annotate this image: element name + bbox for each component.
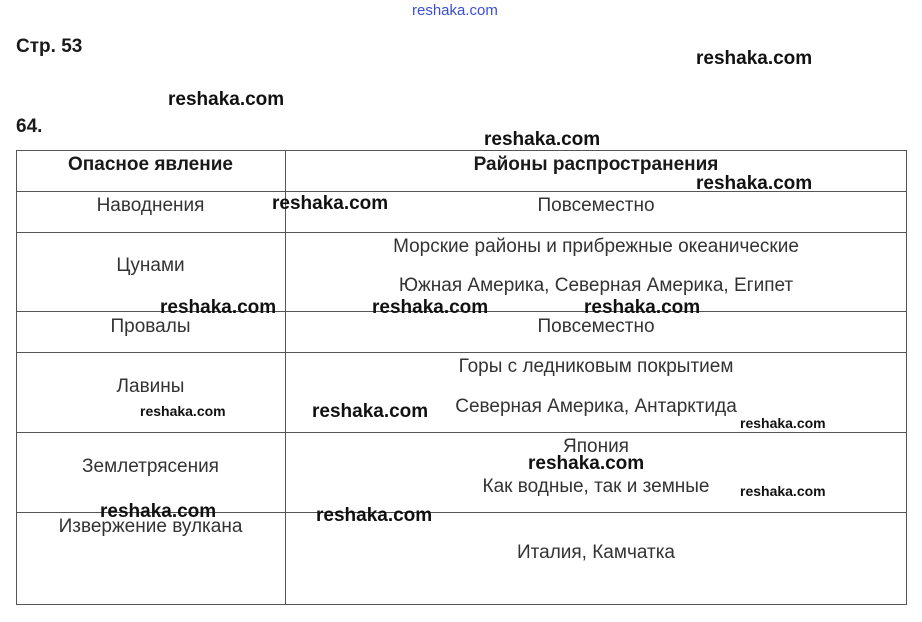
table-border-bottom	[16, 604, 906, 605]
watermark: reshaka.com	[584, 297, 701, 318]
table-row-divider	[16, 432, 906, 433]
table-cell-regions: Повсеместно	[537, 195, 655, 216]
table-cell-regions: Южная Америка, Северная Америка, Египет	[398, 275, 794, 296]
column-header-phenomenon: Опасное явление	[68, 154, 233, 175]
watermark: reshaka.com	[740, 483, 826, 499]
watermark: reshaka.com	[100, 501, 217, 522]
table-cell-regions: Япония	[563, 436, 629, 457]
watermark: reshaka.com	[140, 403, 226, 419]
table-row-divider	[16, 232, 906, 233]
column-header-regions: Районы распространения	[473, 154, 719, 175]
table-cell-phenomenon: Извержение вулкана	[58, 516, 243, 537]
table-cell-regions: Повсеместно	[537, 316, 655, 337]
watermark: reshaka.com	[272, 193, 389, 214]
table-border-right	[906, 150, 907, 605]
watermark: reshaka.com	[312, 401, 429, 422]
site-header-link[interactable]: reshaka.com	[412, 2, 498, 19]
table-cell-phenomenon: Землетрясения	[82, 456, 219, 477]
watermark: reshaka.com	[740, 415, 826, 431]
page-label: Стр. 53	[16, 36, 83, 57]
table-cell-phenomenon: Лавины	[116, 376, 185, 397]
watermark: reshaka.com	[696, 48, 813, 69]
watermark: reshaka.com	[316, 505, 433, 526]
table-cell-regions: Морские районы и прибрежные океанические	[393, 236, 799, 257]
table-border-top	[16, 150, 906, 151]
table-cell-regions: Италия, Камчатка	[516, 542, 675, 563]
task-number: 64.	[16, 116, 43, 137]
watermark: reshaka.com	[168, 89, 285, 110]
watermark: reshaka.com	[160, 297, 277, 318]
watermark: reshaka.com	[372, 297, 489, 318]
table-cell-regions: Как водные, так и земные	[482, 476, 710, 497]
table-cell-regions: Горы с ледниковым покрытием	[458, 356, 734, 377]
table-cell-phenomenon: Цунами	[116, 255, 185, 276]
watermark: reshaka.com	[696, 173, 813, 194]
watermark: reshaka.com	[528, 453, 645, 474]
table-cell-phenomenon: Провалы	[110, 316, 191, 337]
table-cell-regions: Северная Америка, Антарктида	[455, 396, 737, 417]
table-cell-phenomenon: Наводнения	[96, 195, 205, 216]
watermark: reshaka.com	[484, 129, 601, 150]
table-row-divider	[16, 352, 906, 353]
